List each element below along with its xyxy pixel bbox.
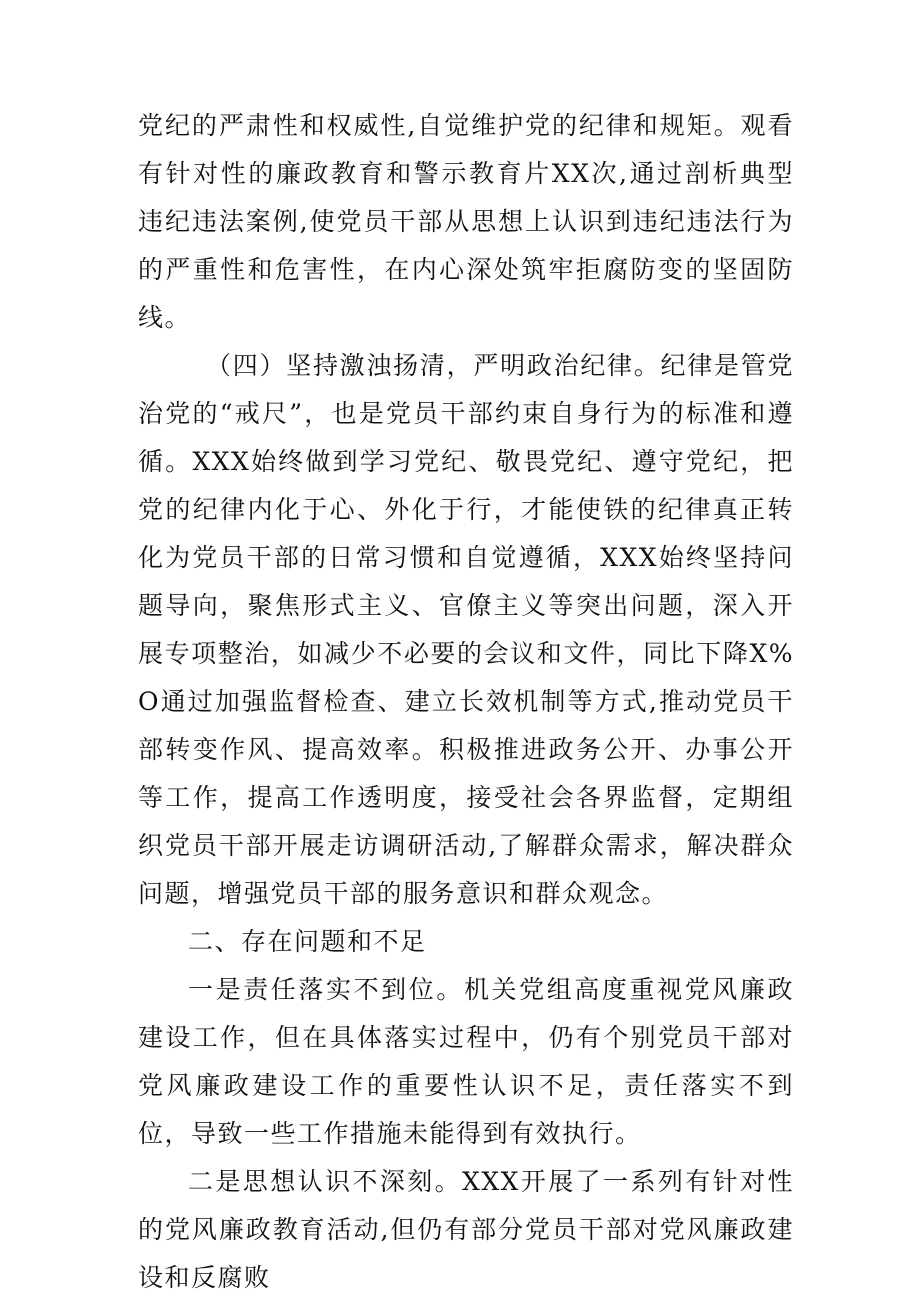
paragraph-problem-one: 一是责任落实不到位。机关党组高度重视党风廉政建设工作，但在具体落实过程中，仍有个别党员干部对党风廉政建设工作的重要性认识不足，责任落实不到位，导致一些工作措施未能得到有效执行。 — [138, 975, 794, 1148]
section-heading-problems: 二、存在问题和不足 — [188, 927, 427, 956]
paragraph-section-four: （四）坚持激浊扬清，严明政治纪律。纪律是管党治党的“戒尺”，也是党员干部约束自身行为的标准和遵循。XXX始终做到学习党纪、敬畏党纪、遵守党纪，把党的纪律内化于心、外化于行，才能使铁的纪律真正转化为党员干部的日常习惯和自觉遵循，XXX始终坚持问题导向，聚焦形式主义、官僚主义等突出问题，深入开展专项整治，如减少不必要的会议和文件，同比下降X%O通过加强监督检查、建立长效机制等方式,推动党员干部转变作风、提高效率。积极推进政务公开、办事公开等工作，提高工作透明度，接受社会各界监督，定期组织党员干部开展走访调研活动,了解群众需求，解决群众问题，增强党员干部的服务意识和群众观念。 — [138, 351, 794, 908]
paragraph-continued: 党纪的严肃性和权威性,自觉维护党的纪律和规矩。观看有针对性的廉政教育和警示教育片XX次,通过剖析典型违纪违法案例,使党员干部从思想上认识到违纪违法行为的严重性和危害性，在内心深处筑牢拒腐防变的坚固防线。 — [138, 111, 794, 332]
document-body — [138, 102, 794, 1302]
paragraph-problem-two: 二是思想认识不深刻。XXX开展了一系列有针对性的党风廉政教育活动,但仍有部分党员干部对党风廉政建设和反腐败 — [138, 1167, 794, 1292]
